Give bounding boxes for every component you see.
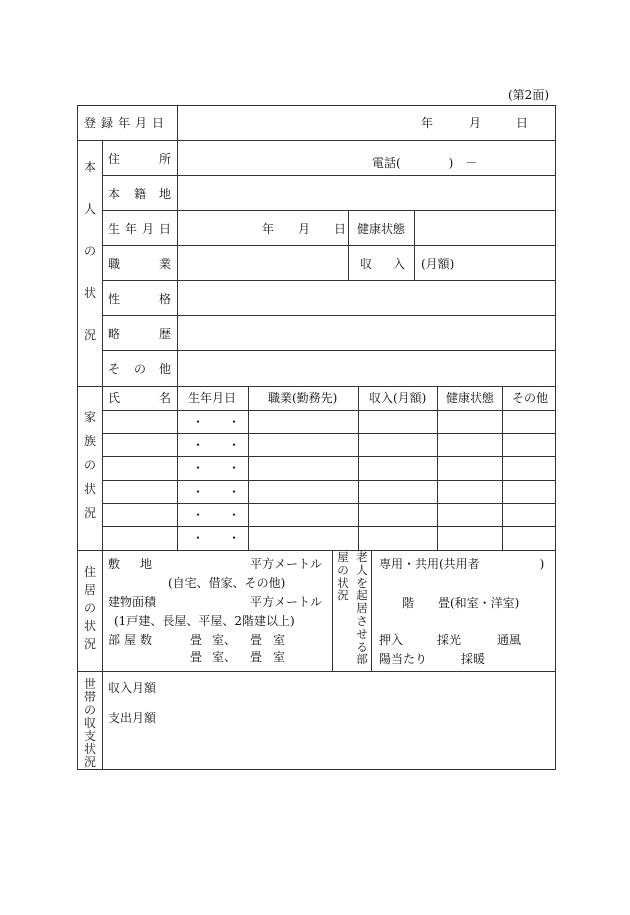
column-divider	[414, 210, 415, 280]
tatami-label: 畳(和室・洋室)	[438, 596, 520, 610]
registration-label-2: 録	[101, 116, 114, 130]
row-divider	[102, 175, 555, 176]
label-column-divider	[177, 106, 178, 386]
other-label-3: 他	[159, 362, 172, 376]
building-type: (1戸建、長屋、平屋、2階建以上)	[114, 614, 295, 628]
column-divider	[332, 550, 333, 671]
birth-label-3: 月	[142, 222, 155, 236]
heating-label: 採暖	[461, 652, 486, 666]
row-divider	[102, 480, 555, 481]
row-divider	[102, 456, 555, 457]
rooms-label-1: 部	[108, 633, 121, 647]
family-section-title: 家 族 の 状 況	[83, 410, 96, 520]
row-divider	[78, 140, 555, 141]
family-row-birth-4: ・ ・	[192, 485, 241, 499]
family-header-other: その他	[512, 391, 549, 405]
history-label-2: 歴	[159, 327, 172, 341]
birth-year: 年	[262, 222, 275, 236]
registration-label-4: 月	[135, 116, 148, 130]
column-divider	[502, 386, 503, 550]
self-section-title: 本 人 の 状 況	[83, 160, 96, 342]
income-monthly: (月額)	[421, 257, 455, 271]
character-label-2: 格	[159, 292, 172, 306]
birth-month: 月	[298, 222, 311, 236]
row-divider	[102, 245, 555, 246]
site-unit: 平方メートル	[250, 557, 323, 571]
rooms-tatami-1: 畳	[190, 633, 203, 647]
history-label-1: 略	[108, 327, 121, 341]
column-divider	[371, 550, 372, 671]
row-divider	[102, 526, 555, 527]
household-income-label: 収入月額	[108, 681, 157, 695]
row-divider	[102, 433, 555, 434]
row-divider	[102, 410, 555, 411]
elder-room-title-right: 老 人 を 起 居 さ せ る 部	[356, 550, 368, 667]
housing-section-title: 住 居 の 状 況	[83, 565, 96, 651]
family-header-birth: 生年月日	[188, 391, 237, 405]
title-column-divider	[102, 140, 103, 770]
income-label-1: 収	[360, 257, 373, 271]
building-unit: 平方メートル	[250, 595, 323, 609]
row-divider	[102, 503, 555, 504]
site-label-2: 地	[140, 557, 153, 571]
other-label-1: そ	[108, 362, 121, 376]
closet-label: 押入	[379, 633, 404, 647]
rooms-room-4: 室	[273, 650, 286, 664]
rooms-label-2: 屋	[124, 633, 137, 647]
elder-room-title-left: 屋 の 状 況	[337, 550, 349, 603]
job-label-2: 業	[159, 257, 172, 271]
birth-day: 日	[334, 222, 347, 236]
family-row-birth-2: ・ ・	[192, 438, 241, 452]
health-label: 健康状態	[357, 222, 406, 236]
row-divider	[78, 386, 555, 387]
column-divider	[358, 386, 359, 550]
row-divider	[102, 350, 555, 351]
column-divider	[348, 210, 349, 280]
row-divider	[102, 210, 555, 211]
family-row-birth-3: ・ ・	[192, 461, 241, 475]
phone-label: 電話( ) －	[372, 156, 478, 170]
column-divider	[248, 386, 249, 550]
family-header-job: 職業(勤務先)	[268, 391, 338, 405]
rooms-room-3: 室、	[212, 650, 237, 664]
family-row-birth-1: ・ ・	[192, 415, 241, 429]
rooms-room-1: 室、	[212, 633, 237, 647]
address-label-1: 住	[108, 152, 121, 166]
household-expense-label: 支出月額	[108, 711, 157, 725]
household-section-title: 世 帯 の 収 支 状 況	[83, 677, 96, 769]
building-area-label: 建物面積	[108, 595, 157, 609]
exclusive-shared: 専用・共用(共用者 )	[379, 557, 545, 571]
registration-month: 月	[469, 116, 482, 130]
birth-label-1: 生	[108, 222, 121, 236]
job-label-1: 職	[108, 257, 121, 271]
character-label-1: 性	[108, 292, 121, 306]
sunlight-label: 陽当たり	[379, 652, 428, 666]
family-header-health: 健康状態	[446, 391, 495, 405]
family-header-name-1: 氏	[108, 391, 121, 405]
family-row-birth-6: ・ ・	[192, 531, 241, 545]
other-label-2: の	[134, 362, 147, 376]
registration-label-3: 年	[118, 116, 131, 130]
birth-label-2: 年	[125, 222, 138, 236]
rooms-tatami-3: 畳	[190, 650, 203, 664]
floor-label: 階	[402, 596, 415, 610]
row-divider	[78, 550, 555, 551]
registration-label-5: 日	[152, 116, 165, 130]
birth-label-4: 日	[159, 222, 172, 236]
row-divider	[78, 671, 555, 672]
address-label-2: 所	[159, 152, 172, 166]
rooms-tatami-2: 畳	[250, 633, 263, 647]
application-form	[77, 105, 556, 770]
family-row-birth-5: ・ ・	[192, 508, 241, 522]
row-divider	[102, 280, 555, 281]
rooms-room-2: 室	[273, 633, 286, 647]
family-header-income: 収入(月額)	[369, 391, 427, 405]
registration-label-1: 登	[84, 116, 97, 130]
domicile-label-1: 本	[108, 187, 121, 201]
column-divider	[437, 386, 438, 550]
lighting-label: 採光	[437, 633, 462, 647]
registration-day: 日	[516, 116, 529, 130]
registration-year: 年	[421, 116, 434, 130]
rooms-tatami-4: 畳	[250, 650, 263, 664]
domicile-label-2: 籍	[134, 187, 147, 201]
site-label-1: 敷	[108, 557, 121, 571]
row-divider	[102, 315, 555, 316]
ventilation-label: 通風	[497, 633, 522, 647]
column-divider	[177, 386, 178, 550]
income-label-2: 入	[393, 257, 406, 271]
rooms-label-3: 数	[140, 633, 153, 647]
page-number: (第2面)	[508, 88, 549, 102]
family-header-name-2: 名	[159, 391, 172, 405]
site-type: (自宅、借家、その他)	[168, 576, 286, 590]
domicile-label-3: 地	[159, 187, 172, 201]
